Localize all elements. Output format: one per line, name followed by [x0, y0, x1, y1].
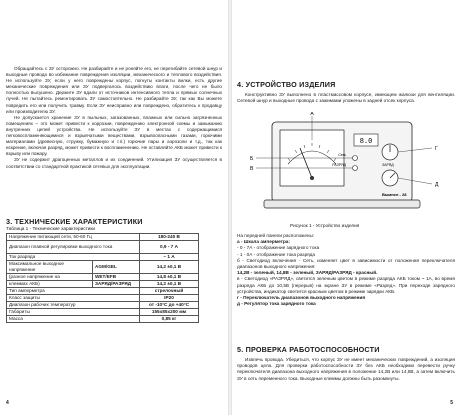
spec-value: ~ 1 А: [140, 254, 199, 261]
section-3-title: 3. ТЕХНИЧЕСКИЕ ХАРАКТЕРИСТИКИ: [6, 217, 143, 226]
spec-sublabel: WET/EFB: [93, 273, 140, 280]
label-v: В: [250, 166, 254, 172]
spec-sublabel: ЗАРЯД/РАЗРЯД: [93, 280, 140, 287]
spec-value: стрелочный: [140, 287, 199, 294]
table-row: [7, 273, 199, 280]
spec-value: 14,8 ±0,1 В: [140, 273, 199, 280]
intro-text: [237, 92, 455, 104]
label-razryad: РАЗРЯД: [332, 163, 346, 167]
discharge-led: [353, 166, 358, 171]
label-a: А: [310, 112, 314, 117]
spec-table: [6, 233, 199, 323]
list-item: д - Регулятор тока зарядного тока: [237, 301, 316, 307]
table-row: [7, 261, 199, 274]
spec-label: Напряжение питающей сети, 50-60 Гц: [7, 234, 140, 241]
list-item: б - Светодиод включения - Сеть, изменяет цвет в зависимости от положения переключателя диапазонов выходного напряжения:: [237, 257, 455, 270]
section-5-title: 5. ПРОВЕРКА РАБОТОСПОСОБНОСТИ: [237, 345, 380, 354]
front-panel-description: [237, 233, 455, 307]
spec-sublabel: AGM/GEL: [93, 261, 140, 274]
table-row: [7, 315, 199, 322]
label-g: Г: [435, 146, 438, 152]
paragraph: ЗУ не содержит драгоценных металлов и их соединений. Утилизация ЗУ осуществляется в соответствии со стандартной практикой сетевых для эксплуатации.: [6, 157, 222, 169]
spec-value: от -10°C до +40°C: [140, 301, 199, 308]
table-row: [7, 301, 199, 308]
panel-intro: На передней панели расположены:: [237, 233, 315, 238]
safety-text: [6, 66, 222, 170]
paragraph: Извлечь провода. Убедиться, что корпус ЗУ не имеет механических повреждений, а изоляция проводов цела. Для проверки работоспособности ЗУ без АКБ необходимо перевести ручку переключателя диапазона выходного напряжения в положение 14,2В или 14,8В, а затем включить ЗУ в сеть переменного тока. Выходные клеммы должны быть разомкнуты.: [237, 357, 455, 381]
spec-label: Масса: [7, 315, 140, 322]
paragraph: Конструктивно ЗУ выполнено в пластмассовом корпусе, имеющем жалюзи для вентиляции. Сетевой шнур и выходные провода с зажимами уложены в задней отсек корпуса.: [237, 92, 455, 104]
paragraph: Не допускается хранение ЗУ в пыльных, загазованных, влажных или сильно загрязненных помещениях – это может привести к коррозии, повреждению электронной схемы и замыканию внутренних цепей устройства. Не используйте ЗУ в местах с содержащимися легковоспламеняющимися и взрывчатыми веществами, взрывоопасными газами, горючими материалами (древесную, стружку, бумажную и т.п.) горючие пары и аэрозоли и т.д., так как искрение, включая разряд, может привести к воспламенению. Не оставляйте АКБ может привести к взрыву или пожару.: [6, 114, 222, 157]
device-figure: [242, 112, 450, 220]
list-item: г - Переключатель диапазонов выходного напряжения: [237, 295, 366, 301]
page-number: 4: [6, 400, 9, 406]
table-row: [7, 287, 199, 294]
spec-label: Класс защиты: [7, 294, 140, 301]
label-b: Б: [250, 156, 254, 162]
spec-value: 180-240 В: [140, 234, 199, 241]
section-4-title: 4. УСТРОЙСТВО ИЗДЕЛИЯ: [237, 80, 336, 89]
left-page: [0, 0, 228, 415]
right-page: [232, 0, 461, 415]
spec-label: Диапазон рабочих температур: [7, 301, 140, 308]
table-row: [7, 294, 199, 301]
label-set: Сеть: [338, 153, 346, 157]
spec-label: Максимальное выходное напряжение: [7, 261, 93, 274]
table-row: [7, 254, 199, 261]
spec-value: 0,85 кг: [140, 315, 199, 322]
table-row: [7, 280, 199, 287]
list-item: - 0 - 7А - отображение зарядного тока: [237, 245, 320, 251]
paragraph: Обращайтесь с ЗУ осторожно. Не разбирайте и не роняйте его, не перегибайте сетевой шнур и выходные провода во избежание повреждения изоляции, механического и теплового воздействия. Не используйте ЗУ, если у него повреждены корпус, погнуты контакты вилки, есть другие механические повреждения или ЗУ подвергалось воздействию влаги, после чего не было полностью высушено. Держите ЗУ вдали от источников интенсивного тепла и прямых солнечных лучей. Не пытайтесь ремонтировать ЗУ самостоятельно. Не разбирайте ЗУ, так как Вы можете повредить его или получить травму. Если ЗУ неисправно или повреждено, обратитесь к продавцу или производителю ЗУ.: [6, 66, 222, 114]
table-row: [7, 241, 199, 254]
spec-label: Ток разряда: [7, 254, 140, 261]
spec-value: 155x85x200 мм: [140, 308, 199, 315]
label-d: Д: [435, 182, 439, 188]
power-led: [353, 156, 358, 161]
list-item: - 1 - 0А - отображение тока разряда: [237, 251, 316, 257]
spec-label: клеммах АКБ): [7, 280, 93, 287]
brand-logo: Вымпел - 28: [382, 192, 407, 197]
spec-label: Габариты: [7, 308, 140, 315]
spec-value: 14,2 ±0,1 В: [140, 280, 199, 287]
display-readout: 8.0: [359, 138, 373, 146]
spec-label: Тип амперметра: [7, 287, 140, 294]
table-row: [7, 308, 199, 315]
table-caption: Таблица 1 - Технические характеристики: [6, 226, 96, 231]
page-number: 5: [450, 400, 453, 406]
spec-label: (разное напряжение на: [7, 273, 93, 280]
spec-value: 0,9 - 7 А: [140, 241, 199, 254]
spec-value: IP20: [140, 294, 199, 301]
figure-caption: Рисунок 1 - Устройство изделия: [290, 223, 360, 228]
label-zaryad: ЗАРЯД: [382, 163, 394, 167]
section-5-text: [237, 357, 455, 382]
list-item: а - Шкала амперметра:: [237, 239, 290, 245]
list-item: 14,2В - зеленый, 14,8В - зеленый, ЗАРЯД/РАЗРЯД - красный.: [237, 270, 378, 276]
spec-value: 14,2 ±0,1 В: [140, 261, 199, 274]
table-row: [7, 234, 199, 241]
spec-label: Диапазон плавной регулировки выходного тока: [7, 241, 140, 254]
list-item: в - Светодиод «РАЗРЯД», светится зеленым цветом в режиме разряда АКБ током ~ 1А, во время разряда АКБ до 10,5В (перерыв) на экране ЗУ в режиме «Разряд». При переходе зарядного устройства, индикатор светится красным цветом в режиме зарядки АКБ.: [237, 276, 455, 294]
